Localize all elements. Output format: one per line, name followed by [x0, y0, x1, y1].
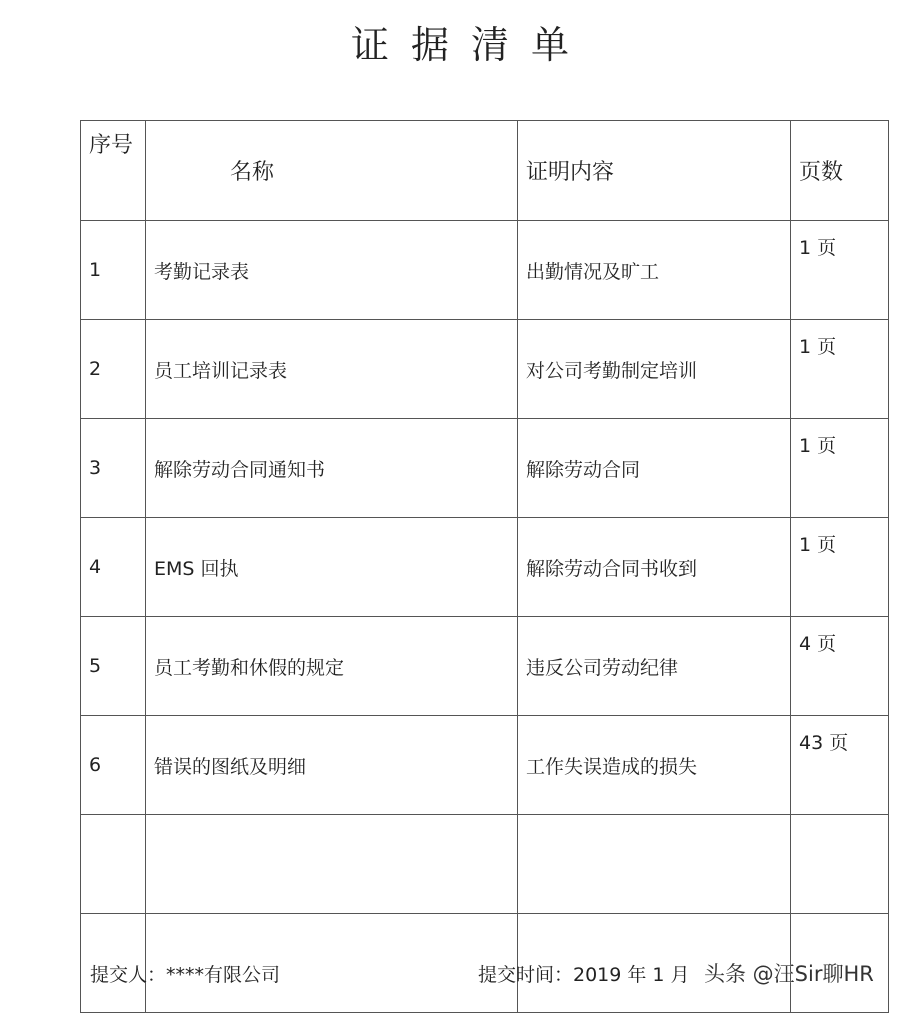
table-row	[81, 518, 889, 617]
header-pages: 页数	[791, 121, 889, 221]
table-row	[81, 617, 889, 716]
cell-content: 违反公司劳动纪律	[518, 617, 791, 716]
cell-seq: 5	[81, 617, 146, 716]
watermark: 头条 @汪Sir聊HR	[704, 962, 874, 986]
cell-name: 考勤记录表	[146, 221, 518, 320]
cell-content: 对公司考勤制定培训	[518, 320, 791, 419]
submitter: 提交人：****有限公司	[90, 964, 281, 986]
cell-pages: 1 页	[791, 518, 889, 617]
table-header-row	[81, 121, 889, 221]
page-title: 证据清单	[350, 23, 591, 67]
evidence-table	[80, 120, 889, 1013]
cell-pages: 1 页	[791, 419, 889, 518]
cell-name: 错误的图纸及明细	[146, 716, 518, 815]
submit-time: 提交时间：2019 年 1 月	[478, 964, 690, 986]
table-row	[81, 716, 889, 815]
cell-name: EMS 回执	[146, 518, 518, 617]
cell-pages: 43 页	[791, 716, 889, 815]
cell-seq	[81, 815, 146, 914]
table-row	[81, 419, 889, 518]
cell-seq: 3	[81, 419, 146, 518]
cell-content: 解除劳动合同	[518, 419, 791, 518]
cell-seq: 4	[81, 518, 146, 617]
header-content: 证明内容	[518, 121, 791, 221]
cell-content: 工作失误造成的损失	[518, 716, 791, 815]
cell-content: 解除劳动合同书收到	[518, 518, 791, 617]
cell-name: 员工培训记录表	[146, 320, 518, 419]
cell-pages: 1 页	[791, 320, 889, 419]
cell-content	[518, 815, 791, 914]
cell-pages: 1 页	[791, 221, 889, 320]
cell-pages: 4 页	[791, 617, 889, 716]
cell-name: 员工考勤和休假的规定	[146, 617, 518, 716]
header-seq: 序号	[81, 121, 146, 221]
cell-seq: 1	[81, 221, 146, 320]
table-row	[81, 221, 889, 320]
cell-content: 出勤情况及旷工	[518, 221, 791, 320]
table-row	[81, 320, 889, 419]
cell-name: 解除劳动合同通知书	[146, 419, 518, 518]
cell-name	[146, 815, 518, 914]
header-name: 名称	[146, 121, 518, 221]
table-row	[81, 815, 889, 914]
cell-seq: 6	[81, 716, 146, 815]
cell-pages	[791, 815, 889, 914]
cell-seq: 2	[81, 320, 146, 419]
